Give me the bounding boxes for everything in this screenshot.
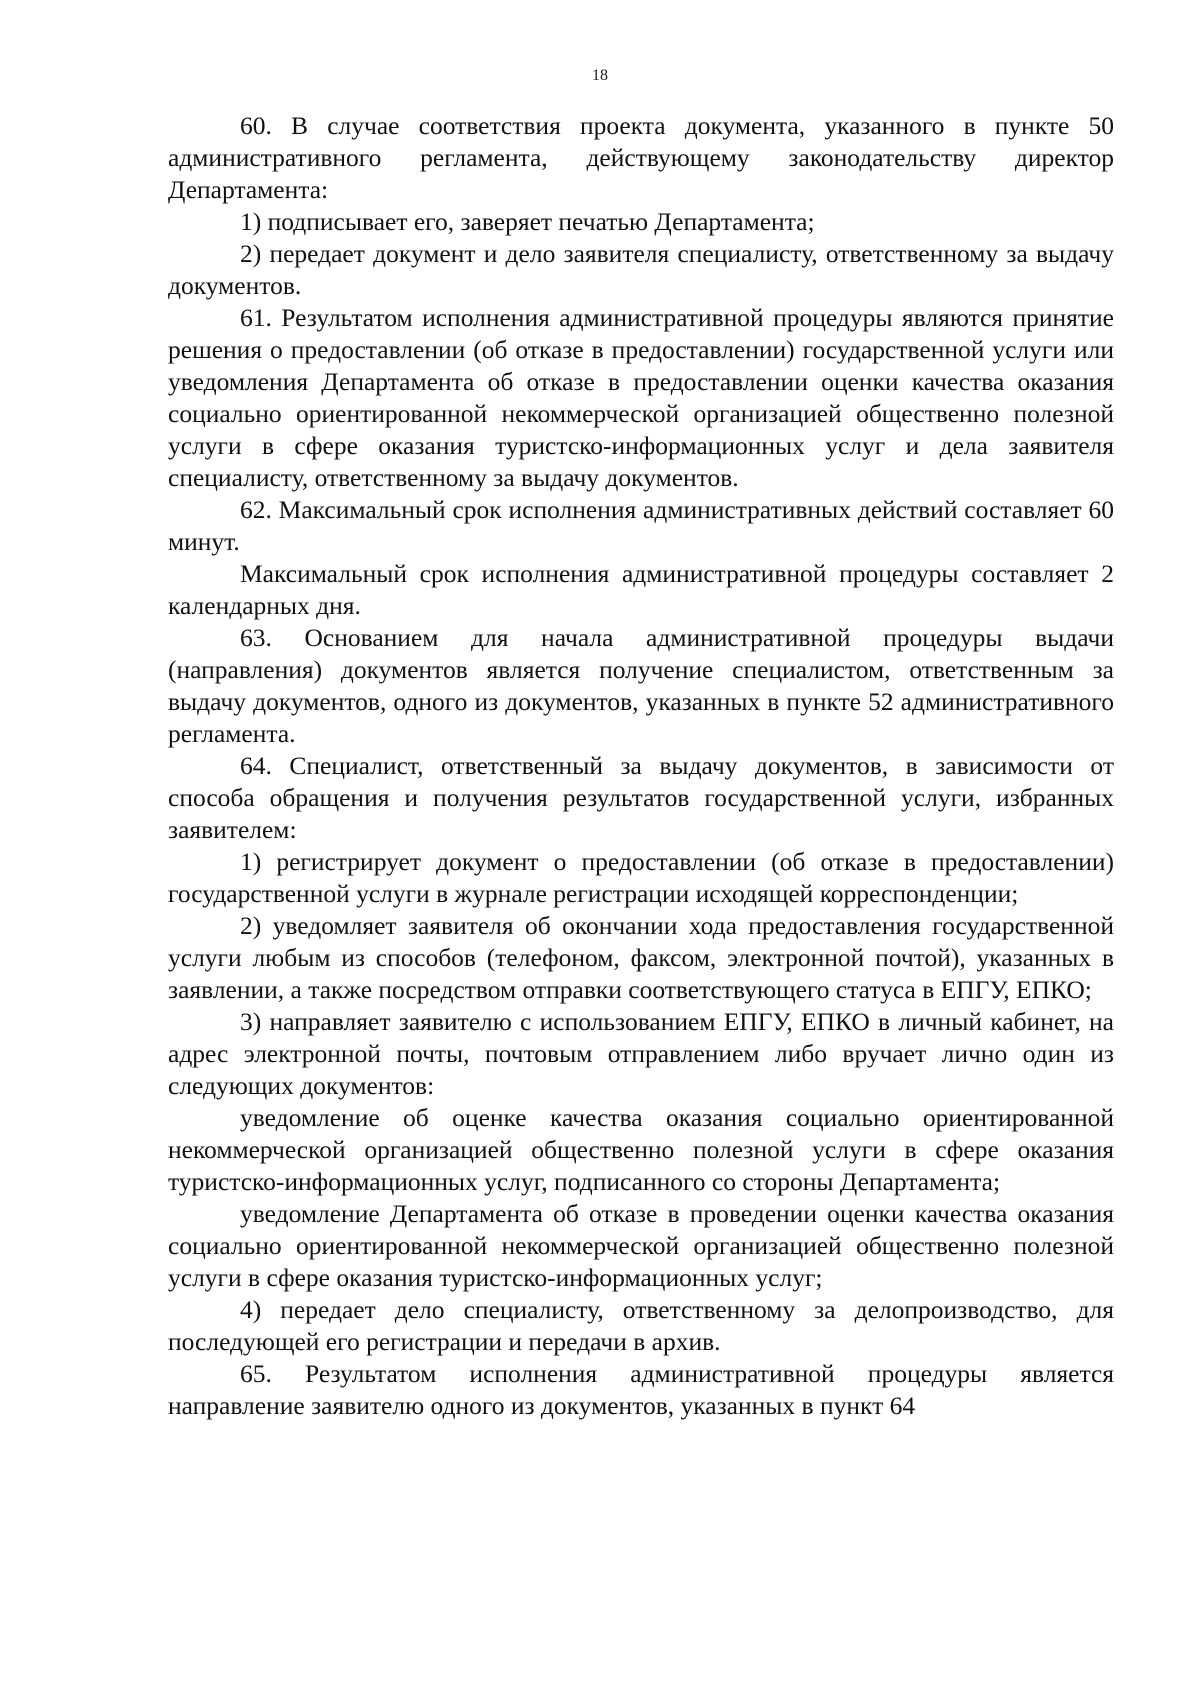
paragraph-65: 65. Результатом исполнения административной процедуры является направление заявителю одного из документов, указанных в пункт 64	[168, 1359, 1114, 1420]
document-body	[168, 110, 1114, 1422]
page-number: 18	[592, 67, 608, 84]
paragraph-64-item-1: 1) регистрирует документ о предоставлении (об отказе в предоставлении) государственной услуги в журнале регистрации исходящей корреспонденции;	[168, 847, 1114, 908]
paragraph-60-item-2: 2) передает документ и дело заявителя специалисту, ответственному за выдачу документов.	[168, 239, 1114, 300]
paragraph-64-item-2: 2) уведомляет заявителя об окончании хода предоставления государственной услуги любым из способов (телефоном, факсом, электронной почтой), указанных в заявлении, а также посредством отправки соответствующего статуса в ЕПГУ, ЕПКО;	[168, 911, 1114, 1004]
paragraph-64-item-3: 3) направляет заявителю с использованием ЕПГУ, ЕПКО в личный кабинет, на адрес электронной почты, почтовым отправлением либо вручает лично один из следующих документов:	[168, 1007, 1114, 1100]
paragraph-64-item-3-document-b: уведомление Департамента об отказе в проведении оценки качества оказания социально ориентированной некоммерческой организацией общественно полезной услуги в сфере оказания туристско-информационных услуг;	[168, 1199, 1114, 1292]
paragraph-60-item-1: 1) подписывает его, заверяет печатью Департамента;	[240, 207, 815, 236]
paragraph-62: 62. Максимальный срок исполнения административных действий составляет 60 минут.	[168, 495, 1114, 556]
paragraph-62-procedure-term: Максимальный срок исполнения административной процедуры составляет 2 календарных дня.	[168, 559, 1114, 620]
paragraph-60: 60. В случае соответствия проекта документа, указанного в пункте 50 административного регламента, действующему законодательству директор Департамента:	[168, 111, 1114, 204]
paragraph-63: 63. Основанием для начала административной процедуры выдачи (направления) документов является получение специалистом, ответственным за выдачу документов, одного из документов, указанных в пункте 52 административного регламента.	[168, 623, 1114, 748]
paragraph-61: 61. Результатом исполнения административной процедуры являются принятие решения о предоставлении (об отказе в предоставлении) государственной услуги или уведомления Департамента об отказе в предоставлении оценки качества оказания социально ориентированной некоммерческой организацией общественно полезной услуги в сфере оказания туристско-информационных услуг и дела заявителя специалисту, ответственному за выдачу документов.	[168, 303, 1114, 492]
paragraph-64-item-4: 4) передает дело специалисту, ответственному за делопроизводство, для последующей его регистрации и передачи в архив.	[168, 1295, 1114, 1356]
paragraph-64-item-3-document-a: уведомление об оценке качества оказания социально ориентированной некоммерческой организацией общественно полезной услуги в сфере оказания туристско-информационных услуг, подписанного со стороны Департамента;	[168, 1103, 1114, 1196]
paragraph-64: 64. Специалист, ответственный за выдачу документов, в зависимости от способа обращения и получения результатов государственной услуги, избранных заявителем:	[168, 751, 1114, 844]
